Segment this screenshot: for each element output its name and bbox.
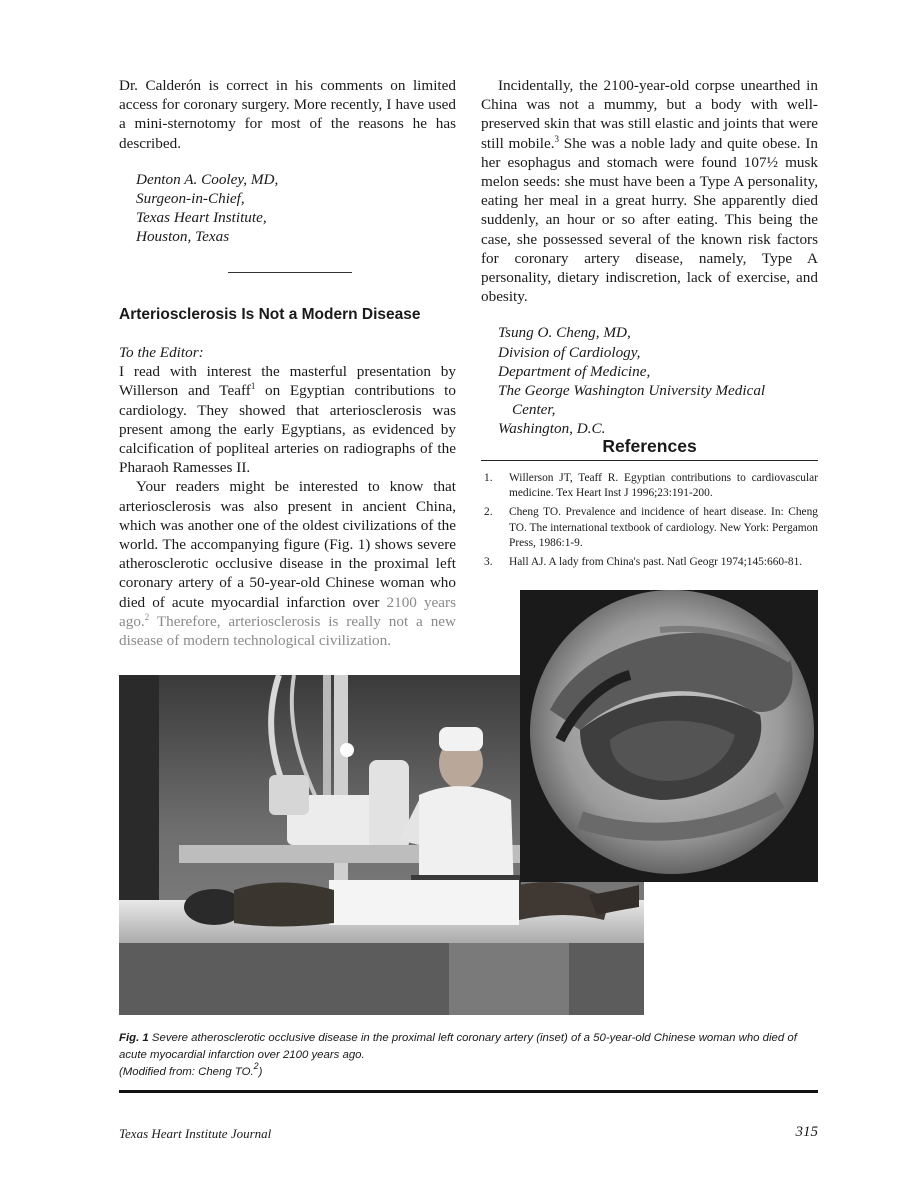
signature-line: Center, (512, 401, 556, 419)
reply-paragraph: Dr. Calderón is correct in his comments on limited access for coronary surgery. More recently, I have used a mini-sternotomy for most of the reasons he has described. (119, 77, 456, 152)
text-run: Incidentally, the 2100-year-old corpse unearthed in China was not a mummy, but a body with well-preserved skin that was still elastic and joints that were still mobile. (481, 77, 818, 152)
signature-line: Washington, D.C. (498, 420, 606, 438)
text-run: 2100 years ago. (119, 593, 456, 630)
reply-signature (136, 170, 456, 247)
reference-text: Hall AJ. A lady from China's past. Natl Geogr 1974;145:660-81. (509, 556, 803, 569)
text-run: ) (258, 1066, 263, 1078)
reference-text: Cheng TO. Prevalence and incidence of heart disease. In: Cheng TO. The international textbook of cardiology. New York: Pergamon Press, 1986:1-9. (509, 506, 818, 549)
references-heading: References (602, 436, 697, 456)
reference-number: 2. (484, 506, 493, 519)
figure-label: Fig. 1 (119, 1032, 149, 1044)
text-run: Your readers might be interested to know that arteriosclerosis was also present in ancient China, which was another one of the oldest civilizations of the world. The accompanying figure (Fig. 1) shows severe atherosclerotic occlusive disease in the proximal left coronary artery of a 50-year-old Chinese woman who died of acute myocardial infarction over (119, 478, 456, 611)
signature-line: Department of Medicine, (498, 362, 651, 380)
figure-inset-micrograph (520, 590, 818, 882)
journal-name: Texas Heart Institute Journal (119, 1126, 272, 1141)
letter-paragraph-1 (119, 362, 456, 477)
footer-rule (119, 1090, 818, 1093)
reference-number: 3. (484, 556, 493, 569)
signature-line: Denton A. Cooley, MD, (136, 170, 279, 188)
letter-title: Arteriosclerosis Is Not a Modern Disease (119, 306, 421, 323)
signature-line: Houston, Texas (136, 228, 230, 246)
references-list (481, 471, 818, 574)
section-separator (228, 272, 352, 273)
signature-line: Division of Cardiology, (498, 343, 641, 361)
reference-marker: 2 (253, 1061, 259, 1071)
right-column (481, 76, 818, 439)
text-run: on Egyptian contributions to cardiology. They showed that arteriosclerosis was present among the early Egyptians, as evidenced by calcification of popliteal arteries on radiographs of the Pharaoh Ramesses II. (119, 382, 456, 477)
text-run: I read with interest the masterful presentation by Willerson and Teaff (119, 363, 456, 400)
salutation: To the Editor: (119, 344, 204, 361)
figure-source (119, 1061, 263, 1078)
figure-caption (119, 1030, 819, 1063)
reference-item (481, 471, 818, 501)
letter-paragraph-2 (119, 477, 456, 650)
reply-block (119, 76, 456, 247)
signature-line: The George Washington University Medical (498, 382, 766, 400)
reference-item (481, 555, 818, 570)
page-number: 315 (795, 1124, 818, 1140)
reference-marker: 3 (554, 133, 560, 144)
caption-text: Severe atherosclerotic occlusive disease in the proximal left coronary artery (inset) of a 50-year-old Chinese woman who died of acute myocardial infarction over 2100 years ago. (119, 1032, 797, 1061)
reference-marker: 1 (250, 381, 256, 392)
signature-line: Tsung O. Cheng, MD, (498, 324, 631, 342)
author-signature (498, 323, 818, 438)
coronary-artery-micrograph (520, 590, 818, 882)
text-run: (Modified from: Cheng TO. (119, 1066, 254, 1078)
letter-body (119, 343, 456, 650)
signature-line: Surgeon-in-Chief, (136, 190, 245, 208)
letter-paragraph-3 (481, 76, 818, 306)
reference-item (481, 505, 818, 551)
reference-marker: 2 (144, 611, 150, 622)
signature-line: Texas Heart Institute, (136, 209, 267, 227)
reference-number: 1. (484, 472, 493, 484)
references-rule (481, 460, 818, 461)
reference-text: Willerson JT, Teaff R. Egyptian contributions to cardiovascular medicine. Tex Heart Inst J 1996;23:191-200. (509, 472, 818, 500)
text-run: She was a noble lady and quite obese. In her esophagus and stomach were found 107½ musk melon seeds: she must have been a Type A personality, eating her meal in a great hurry. She apparently died suddenly, an hour or so after eating. This being the case, she possessed several of the known risk factors for coronary artery disease, namely, Type A personality, dietary indiscretion, lack of exercise, and obesity. (481, 134, 818, 306)
text-run: Therefore, arteriosclerosis is really not a new disease of modern technological civilization. (119, 612, 456, 650)
